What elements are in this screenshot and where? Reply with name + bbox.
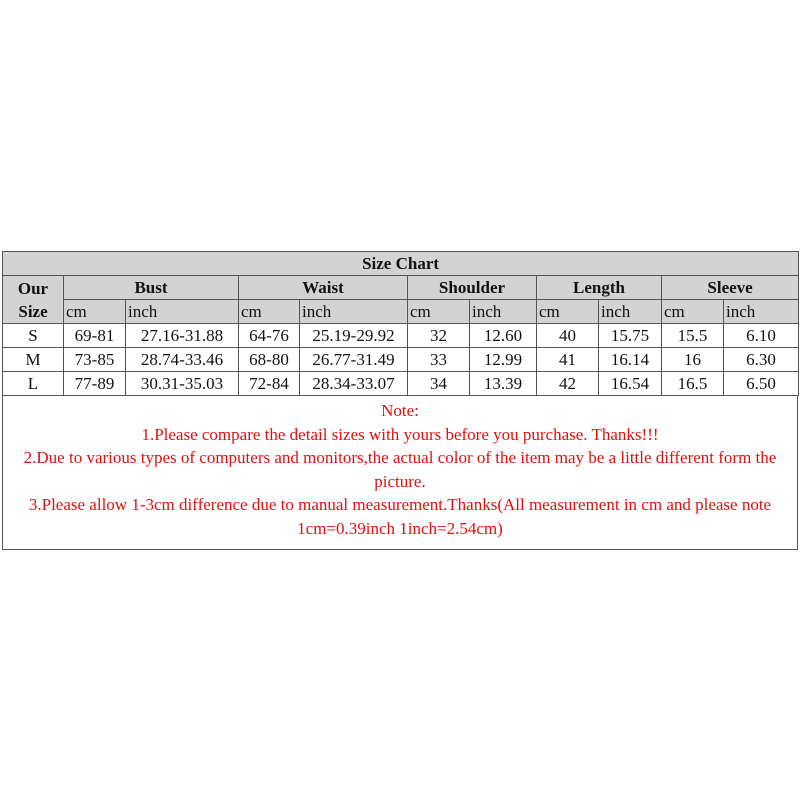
value-cell: 72-84 <box>239 372 300 396</box>
group-header-waist: Waist <box>239 276 408 300</box>
value-cell: 26.77-31.49 <box>300 348 408 372</box>
value-cell: 40 <box>537 324 599 348</box>
note-line-3: 3.Please allow 1-3cm difference due to manual measurement.Thanks(All measurement in cm and please note 1cm=0.39inch 1inch=2.54cm) <box>28 495 772 538</box>
value-cell: 16.5 <box>662 372 724 396</box>
table-row <box>3 324 799 348</box>
unit-header-inch: inch <box>300 300 408 324</box>
our-size-line-1: Our <box>17 278 49 298</box>
notes <box>2 396 798 550</box>
value-cell: 42 <box>537 372 599 396</box>
value-cell: 28.34-33.07 <box>300 372 408 396</box>
value-cell: 16.54 <box>599 372 662 396</box>
our-size-line-2: Size <box>18 301 48 321</box>
notes-heading: Note: <box>381 401 419 420</box>
size-cell: M <box>3 348 64 372</box>
value-cell: 30.31-35.03 <box>126 372 239 396</box>
unit-header-inch: inch <box>599 300 662 324</box>
group-header-shoulder: Shoulder <box>408 276 537 300</box>
value-cell: 16.14 <box>599 348 662 372</box>
value-cell: 15.5 <box>662 324 724 348</box>
value-cell: 13.39 <box>470 372 537 396</box>
table-row <box>3 348 799 372</box>
size-cell: L <box>3 372 64 396</box>
value-cell: 15.75 <box>599 324 662 348</box>
value-cell: 68-80 <box>239 348 300 372</box>
note-line-1: 1.Please compare the detail sizes with yours before you purchase. Thanks!!! <box>141 424 659 444</box>
value-cell: 12.60 <box>470 324 537 348</box>
unit-header-inch: inch <box>724 300 799 324</box>
size-table <box>2 251 799 396</box>
size-cell: S <box>3 324 64 348</box>
value-cell: 6.10 <box>724 324 799 348</box>
value-cell: 32 <box>408 324 470 348</box>
table-row <box>3 372 799 396</box>
value-cell: 69-81 <box>64 324 126 348</box>
value-cell: 12.99 <box>470 348 537 372</box>
value-cell: 25.19-29.92 <box>300 324 408 348</box>
value-cell: 6.30 <box>724 348 799 372</box>
unit-header-inch: inch <box>126 300 239 324</box>
value-cell: 41 <box>537 348 599 372</box>
value-cell: 33 <box>408 348 470 372</box>
value-cell: 34 <box>408 372 470 396</box>
group-header-length: Length <box>537 276 662 300</box>
value-cell: 77-89 <box>64 372 126 396</box>
value-cell: 64-76 <box>239 324 300 348</box>
unit-header-cm: cm <box>408 300 470 324</box>
value-cell: 6.50 <box>724 372 799 396</box>
our-size-header <box>3 276 64 324</box>
unit-header-cm: cm <box>537 300 599 324</box>
table-title: Size Chart <box>3 252 799 276</box>
unit-header-inch: inch <box>470 300 537 324</box>
size-chart <box>2 251 798 550</box>
unit-header-cm: cm <box>64 300 126 324</box>
unit-header-cm: cm <box>239 300 300 324</box>
unit-header-cm: cm <box>662 300 724 324</box>
value-cell: 16 <box>662 348 724 372</box>
group-header-bust: Bust <box>64 276 239 300</box>
note-line-2: 2.Due to various types of computers and monitors,the actual color of the item may be a little different form the picture. <box>23 448 777 491</box>
group-header-sleeve: Sleeve <box>662 276 799 300</box>
value-cell: 27.16-31.88 <box>126 324 239 348</box>
value-cell: 28.74-33.46 <box>126 348 239 372</box>
value-cell: 73-85 <box>64 348 126 372</box>
